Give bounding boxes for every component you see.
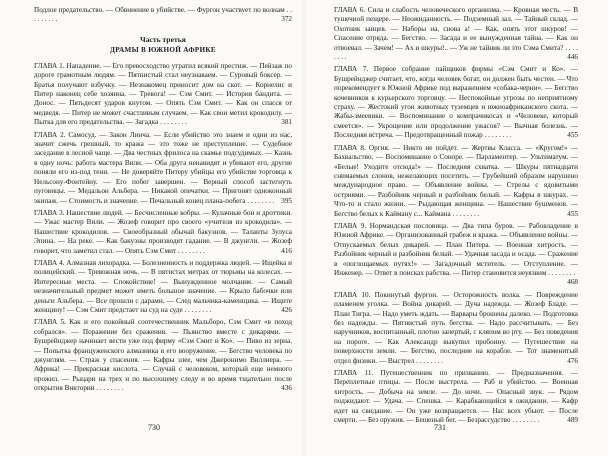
entry-text: ГЛАВА 11. Путешественник по призванию. — Предназначения. — Переплетные птицы. — После выстрела. — Раб и убийство. — Военная хитрость. — Добыча на земле. — До ночи. — Опасный звук. — Рядом поджидают. — Удача. — Спешка. — Карабкающийся в ожидании. — Кафр идет на свидание. — Он уже возвращается. — Нас всех убьют. — После смерти. — Без оружия. — Бешеный бег. — Безрассудство bbox=[334, 369, 578, 425]
entry-text: ГЛАВА 10. Покинутый фургон. — Осторожность волка. — Повреждение пламенем уголка. — Война дикарей. — Дуча надежда. — Жозеф Бладе. — План Тигра. — Надо уметь ждать. — Варвары брошены далеко. — Подготовка без надежды. — Пятнистый путь бегства. — Надо рассчитывать. — Без наручников, воспитанный, плотно запертый, с кляпом во рту. — Без поведения на пороге. — Как Александр выкупил пробоину. — Путешествие на поверхности земли. — Бегство, последние на корабле. — Тот знаменитый отдел физики. — Выстрел bbox=[334, 290, 578, 365]
page-number: 436 bbox=[281, 384, 292, 393]
toc-entry: ГЛАВА 5. Как и его покойный соотечественник Мальборо, Сэм Смит «в поход собрался». — Поражение без сражения. — Пьянство вместе с дикарями. — Бушрейнджер начинает вести уже под фирму «Сэм Смит и Ко». — Пиво из зерна. — Попытка француженского алмазника в его вооружение. — Бегство человека по джунглям. — Страж у спасения. — Кафры злее, чем Джеронимо Виллиера. — Африка! — Прекрасная кислота. — Случай с человеком, который еще немного прожил. — Рыцари на трех и по высохшему следу и во время тщательно после открытия Виктории . . . . . . . . 436 bbox=[34, 318, 292, 393]
entry-text: ГЛАВА 3. Нашествие людей. — Бесчисленные кобры. — Кулачные бои и дроттики. — Ужас мастер Вили. — Жозеф говорит про своего «учителя из крокодила». — Нашествие крокодилов. — Своеобразный обычай бакуэнов. — Таланты Зулуса Эпина. — На реке. — Как бакуэны производят гадание. — В джунгли. — Жозеф говорит, что заметил стал. — Опять Сэм Смит bbox=[34, 208, 292, 255]
toc-entry-continued: Подлое предательство. — Обвинение в убийстве. — Фургон участвует по волнам . . . . . . . . . 372 bbox=[34, 6, 293, 24]
page-number: 455 bbox=[567, 131, 578, 140]
page-number: 476 bbox=[567, 356, 578, 365]
entry-text: ГЛАВА 9. Нормандская пословица. — Два типа буров. — Рабовладение в Южной Африке. — Организованный грабеж и кража. — Объявление войны. — Отпускаемых белых дикарей. — План Питера. — Военная хитрость. — Разбойник черный и разбойник белый. — Удачная засада и осада. — Сражение в «поглощаемых путях!» — Загадочный мститель. — Отступление. — Инженер. — Ответ в поисках рабства. — Питер становится неуязвим bbox=[334, 221, 578, 277]
entry-text: ГЛАВА 6. Сила и слабость человеческого организма. — Кровная месть. — В тушечной пещере. — Неожиданность. — Подземный зал. — Тайный склад. — Охотник заицев. — Наборы на, снова а! — Как, опять этот шкуров! — Спасение отряда. — Бегство. — Засада и ее вынужденная тайна. — Как он отвоевал. — Зачем! — Ах и шкуры!.. — Уж не тайник ли это Сэма Смита? bbox=[334, 6, 578, 52]
page-number: 381 bbox=[281, 118, 292, 127]
page-number: 468 bbox=[567, 278, 578, 287]
toc-entry: ГЛАВА 6. Сила и слабость человеческого организма. — Кровная месть. — В тушечной пещере. — Неожиданность. — Подземный зал. — Тайный склад. — Охотник заицев. — Наборы на, снова а! — Как, опять этот шкуров! — Спасение отряда. — Бегство. — Засада и ее вынужденная тайна. — Как он отвоевал. — Зачем! — Ах и шкуры!.. — Уж не тайник ли это Сэма Смита? . . . . . . . . 446 bbox=[334, 6, 578, 62]
entry-text: ГЛАВА 1. Нападение. — Его превосходство утратил всякий престиж. — Пейзаж по дороге грамотным людям. — Пятнистый стал неузнаваем. — Суровый боксер. — Братья получают взбучку. — Незнакомец приносит дом на скот. — Корнелис и Питер наконец себе хозяина. — Тревога! — Сэм Смит. — История бандита. — Донос. — Пятьдесят ударов кнутом. — Опять Сэм Смит. — Как он спасся от медведя. — Питер не может счастливым случаем. — Как свои метил крокодилу. — Пытка для его предательства. — Загадка bbox=[34, 61, 292, 127]
page-number: 395 bbox=[281, 196, 292, 205]
part-subtitle: ДРАМЫ В ЮЖНОЙ АФРИКЕ bbox=[110, 45, 216, 54]
page-number: 489 bbox=[567, 416, 578, 425]
entry-text: ГЛАВА 5. Как и его покойный соотечественник Мальборо, Сэм Смит «в поход собрался». — Поражение без сражения. — Пьянство вместе с дикарями. — Бушрейнджер начинает вести уже под фирму «Сэм Смит и Ко». — Пиво из зерна. — Попытка француженского алмазника в его вооружение. — Бегство человека по джунглям. — Страж у спасения. — Кафры злее, чем Джеронимо Виллиера. — Африка! — Прекрасная кислота. — Случай с человеком, который еще немного прожил. — Рыцари на трех и по высохшему следу и во время тщательно после открытия Виктории bbox=[34, 318, 292, 393]
page-number: 416 bbox=[281, 246, 292, 255]
entry-text: ГЛАВА 7. Первое собрание пайщиков фирмы «Сэм Смит и Ко». — Бушрейнджер считает, что, когда человек богат, он должен быть честен. — Что порекомендует в Южной Африке под выражением «собака-черни». — Бегство кочевников к курьерского торговцу. — Неспокойные угрозы по неприятному страху. — Жестокий угон животных туземцев и южноафриканского скота. — Жабы-змеевики. — Воспоминание о компрачикосах и «Человеке, который смеется». — Укрощение или продолжение ужасов? — Вычная болезнь. — Последняя встреча. — Предотвращенный пожар bbox=[334, 65, 578, 140]
folio: 730 bbox=[148, 423, 160, 432]
toc-entry: ГЛАВА 4. Алмазная лихорадка. — Болезненность и поддержка людей. — Ищейка и полицейский. — Тревожная ночь. — В пятистах метрах от тюрьмы на колесах. — Интересные места. — Спокойствие! — Вынужденное молчание. — Самый незначительный предмет может иметь большое значение. — Крыло бабочки или деньги Альбера. — Все прошли с дарами. — След мальчика-каменщика. — Ищите женщину! — Сэм Смит предстает на суд на суде . . . . . . . . 426 bbox=[34, 258, 292, 314]
toc-entry: ГЛАВА 11. Путешественник по призванию. — Предназначения. — Переплетные птицы. — После выстрела. — Раб и убийство. — Военная хитрость. — Добыча на земле. — До ночи. — Опасный звук. — Рядом поджидают. — Удача. — Спешка. — Карабкающийся в ожидании. — Кафр идет на свидание. — Он уже возвращается. — Нас всех убьют. — После смерти. — Без оружия. — Бешеный бег. — Безрассудство . . . . . . . . 489 bbox=[334, 369, 578, 425]
toc-entry: ГЛАВА 9. Нормандская пословица. — Два типа буров. — Рабовладение в Южной Африке. — Организованный грабеж и кража. — Объявление войны. — Отпускаемых белых дикарей. — План Питера. — Военная хитрость. — Разбойник черный и разбойник белый. — Удачная засада и осада. — Сражение в «поглощаемых путях!» — Загадочный мститель. — Отступление. — Инженер. — Ответ в поисках рабства. — Питер становится неуязвим . . . . . . . . 468 bbox=[334, 221, 578, 287]
entry-text: ГЛАВА 2. Самосуд. — Закон Линча. — Если убийство это знаем и одни из нас, значит сжечь грешный, то кража — это тоже не преступление. — Судебное заседание в лесной чаще. — Два честных фрилоса на скамье подсудимых. — Казнь в одну ночь: работа мастера Вили. — Оба друга ненавидят и убивают его, другие поняли его из-под тени. — Не доверяйте Питеру убийцы его убийстве торговца к Нельсону-Фонтейну. — Его побег завершен. — Верный способ застегнуть пуговицы. — Медальон Альбера. — Никакой опечатки. — Пригонят одноконный экипаж. — Стоимость и значение. — Печальный конец плана-побега bbox=[34, 130, 292, 205]
folio: 731 bbox=[434, 423, 446, 432]
entry-text: ГЛАВА 4. Алмазная лихорадка. — Болезненность и поддержка людей. — Ищейка и полицейский. — Тревожная ночь. — В пятистах метрах от тюрьмы на колесах. — Интересные места. — Спокойствие! — Вынужденное молчание. — Самый незначительный предмет может иметь большое значение. — Крыло бабочки или деньги Альбера. — Все прошли с дарами. — След мальчика-каменщика. — Ищите женщину! — Сэм Смит предстает на суд на суде bbox=[34, 258, 292, 314]
toc-entry: ГЛАВА 7. Первое собрание пайщиков фирмы «Сэм Смит и Ко». — Бушрейнджер считает, что, когда человек богат, он должен быть честен. — Что порекомендует в Южной Африке под выражением «собака-черни». — Бегство кочевников к курьерского торговцу. — Неспокойные угрозы по неприятному страху. — Жестокий угон животных туземцев и южноафриканского скота. — Жабы-змеевики. — Воспоминание о компрачикосах и «Человеке, который смеется». — Укрощение или продолжение ужасов? — Вычная болезнь. — Последняя встреча. — Предотвращенный пожар . . . . . . . . 455 bbox=[334, 65, 578, 140]
right-page bbox=[304, 0, 608, 456]
page-number: 446 bbox=[567, 53, 578, 62]
toc-entry: ГЛАВА 10. Покинутый фургон. — Осторожность волка. — Повреждение пламенем уголка. — Война дикарей. — Дуча надежда. — Жозеф Бладе. — План Тигра. — Надо уметь ждать. — Варвары брошены далеко. — Подготовка без надежды. — Пятнистый путь бегства. — Надо рассчитывать. — Без наручников, воспитанный, плотно запертый, с кляпом во рту. — Без поведения на пороге. — Как Александр выкупил пробоину. — Путешествие на поверхности земли. — Бегство, последние на корабле. — Тот знаменитый отдел физики. — Выстрел . . . . . . . . 476 bbox=[334, 290, 578, 365]
entry-text: ГЛАВА 8. Оргия. — Никто не пойдет. — Жертвы Класса. — «Кругом!» — Бахвальство. — Воспоминание о Соноре. — Парламентер. — Ультиматум. — «Белые! Уходите отсюда!» — Последняя схватка. — Шкуры пятнадцати снимаемых слонов, нежелающих посетить. — Грубейший образом нарушено международное право. — Объявление войны. — Стрелы с ядовитыми остриями. — Разбойник черный и разбойник белый. — Кафры в шкурах. — Что-то и стало жизни. — Рыдающая женщина. — Нашествие бушменов. — Бегство белых к Кайману с... Каймана bbox=[334, 143, 578, 218]
toc-entry: ГЛАВА 1. Нападение. — Его превосходство утратил всякий престиж. — Пейзаж по дороге грамотным людям. — Пятнистый стал неузнаваем. — Суровый боксер. — Братья получают взбучку. — Незнакомец приносит дом на скот. — Корнелис и Питер наконец себе хозяина. — Тревога! — Сэм Смит. — История бандита. — Донос. — Пятьдесят ударов кнутом. — Опять Сэм Смит. — Как он спасся от медведя. — Питер не может счастливым случаем. — Как свои метил крокодилу. — Пытка для его предательства. — Загадка . . . . . . . . 381 bbox=[34, 61, 292, 127]
page-number: 426 bbox=[281, 305, 292, 314]
page-number: 455 bbox=[567, 209, 578, 218]
page-number: 372 bbox=[281, 15, 292, 24]
toc-entry: ГЛАВА 3. Нашествие людей. — Бесчисленные кобры. — Кулачные бои и дроттики. — Ужас мастер Вили. — Жозеф говорит про своего «учителя из крокодила». — Нашествие крокодилов. — Своеобразный обычай бакуэнов. — Таланты Зулуса Эпина. — На реке. — Как бакуэны производят гадание. — В джунгли. — Жозеф говорит, что заметил стал. — Опять Сэм Смит . . . . . . . . 416 bbox=[34, 208, 292, 255]
part-heading bbox=[34, 35, 292, 55]
part-title: Часть третья bbox=[140, 34, 186, 44]
toc-entry: ГЛАВА 2. Самосуд. — Закон Линча. — Если убийство это знаем и одни из нас, значит сжечь грешный, то кража — это тоже не преступление. — Судебное заседание в лесной чаще. — Два честных фрилоса на скамье подсудимых. — Казнь в одну ночь: работа мастера Вили. — Оба друга ненавидят и убивают его, другие поняли его из-под тени. — Не доверяйте Питеру убийцы его убийстве торговца к Нельсону-Фонтейну. — Его побег завершен. — Верный способ застегнуть пуговицы. — Медальон Альбера. — Никакой опечатки. — Пригонят одноконный экипаж. — Стоимость и значение. — Печальный конец плана-побега . . . . . . . . 395 bbox=[34, 130, 292, 205]
entry-text: Подлое предательство. — Обвинение в убийстве. — Фургон участвует по волнам bbox=[34, 6, 285, 14]
toc-entry: ГЛАВА 8. Оргия. — Никто не пойдет. — Жертвы Класса. — «Кругом!» — Бахвальство. — Воспоминание о Соноре. — Парламентер. — Ультиматум. — «Белые! Уходите отсюда!» — Последняя схватка. — Шкуры пятнадцати снимаемых слонов, нежелающих посетить. — Грубейший образом нарушено международное право. — Объявление войны. — Стрелы с ядовитыми остриями. — Разбойник черный и разбойник белый. — Кафры в шкурах. — Что-то и стало жизни. — Рыдающая женщина. — Нашествие бушменов. — Бегство белых к Кайману с... Каймана . . . . . . . . 455 bbox=[334, 143, 578, 218]
